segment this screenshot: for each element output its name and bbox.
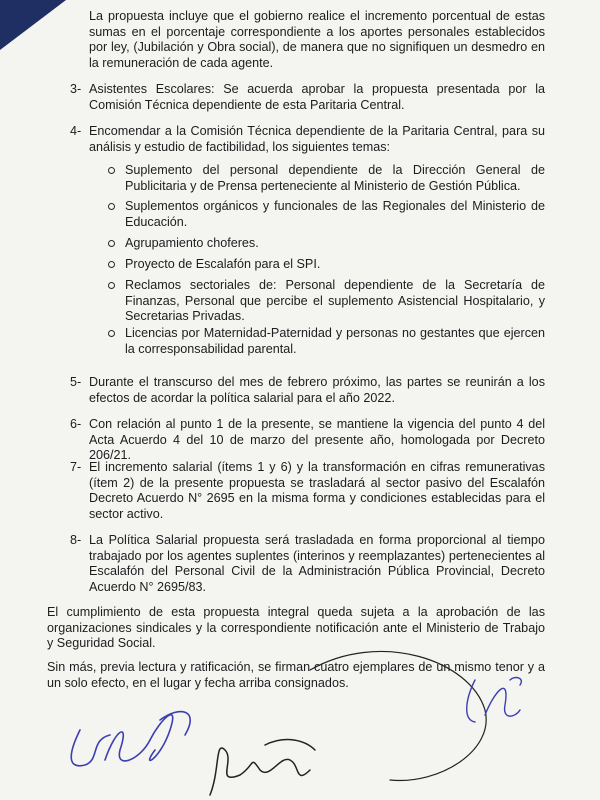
item-7-text: El incremento salarial (ítems 1 y 6) y la transformación en cifras remunerativas (ítem 2) de la presente propuesta se trasladará al sector pasivo del Escalafón Decreto Acuerdo N° 2695 en la misma forma y condiciones establecidas para el sector activo. [89, 460, 545, 521]
subitem-5: Reclamos sectoriales de: Personal dependiente de la Secretaría de Finanzas, Personal que percibe el suplemento Asistencial Hospitalario, y Secretarias Privadas. [125, 278, 545, 323]
item-number-3: 3- [70, 82, 82, 96]
subitem-4: Proyecto de Escalafón para el SPI. [125, 257, 321, 271]
item-6-text: Con relación al punto 1 de la presente, se mantiene la vigencia del punto 4 del Acta Acuerdo 4 del 10 de marzo del presente año, homologada por Decreto 206/21. [89, 417, 545, 462]
signature-blue-left [60, 690, 220, 790]
subitem-3: Agrupamiento choferes. [125, 236, 259, 250]
intro-paragraph: La propuesta incluye que el gobierno realice el incremento porcentual de estas sumas en el porcentaje correspondiente a los aportes personales establecidos por ley, (Jubilación y Obra social), de manera que no signifiquen un desmedro en la remuneración de cada agente. [89, 9, 545, 70]
closing-paragraph-approval: El cumplimiento de esta propuesta integral queda sujeta a la aprobación de las organizaciones sindicales y la correspondiente notificación ante el Ministerio de Trabajo y Seguridad Social. [47, 605, 545, 650]
bullet-circle-icon [108, 261, 115, 268]
subitem-1: Suplemento del personal dependiente de la Dirección General de Publicitaria y de Prensa perteneciente al Ministerio de Gestión Pública. [125, 163, 545, 193]
bullet-circle-icon [108, 203, 115, 210]
item-number-4: 4- [70, 124, 82, 138]
item-number-5: 5- [70, 375, 82, 389]
item-number-8: 8- [70, 533, 82, 547]
page-corner-shadow [0, 0, 70, 70]
subitem-6: Licencias por Maternidad-Paternidad y personas no gestantes que ejercen la corresponsabilidad parental. [125, 326, 545, 356]
item-number-7: 7- [70, 460, 82, 474]
bullet-circle-icon [108, 240, 115, 247]
item-5-text: Durante el transcurso del mes de febrero próximo, las partes se reunirán a los efectos de acordar la política salarial para el año 2022. [89, 375, 545, 405]
item-8-text: La Política Salarial propuesta será trasladada en forma proporcional al tiempo trabajado por los agentes suplentes (interinos y reemplazantes) pertenecientes al Escalafón del Personal Civil de la Administración Pública Provincial, Decreto Acuerdo N° 2695/83. [89, 533, 545, 594]
item-4-text: Encomendar a la Comisión Técnica dependiente de la Paritaria Central, para su análisis y estudio de factibilidad, los siguientes temas: [89, 124, 545, 154]
subitem-2: Suplementos orgánicos y funcionales de las Regionales del Ministerio de Educación. [125, 199, 545, 229]
bullet-circle-icon [108, 167, 115, 174]
item-3-text: Asistentes Escolares: Se acuerda aprobar la propuesta presentada por la Comisión Técnica dependiente de esta Paritaria Central. [89, 82, 545, 112]
item-number-6: 6- [70, 417, 82, 431]
bullet-circle-icon [108, 282, 115, 289]
closing-paragraph-signatures: Sin más, previa lectura y ratificación, se firman cuatro ejemplares de un mismo tenor y a un solo efecto, en el lugar y fecha arriba consignados. [47, 660, 545, 690]
bullet-circle-icon [108, 330, 115, 337]
signature-black-center [195, 700, 335, 800]
